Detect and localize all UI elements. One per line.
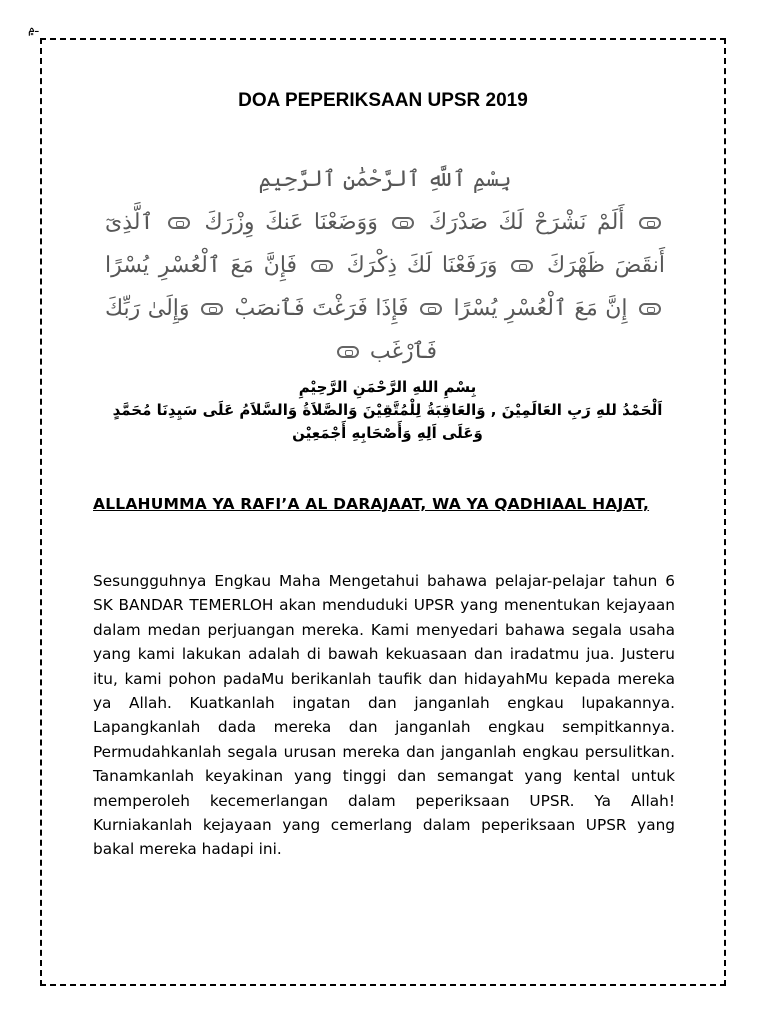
quran-verse: فَإِذَا فَرَغْتَ فَٱنصَبْ bbox=[234, 296, 409, 321]
ayah-end-icon bbox=[511, 260, 533, 272]
quran-verses bbox=[105, 201, 665, 373]
quran-verse: وَإِلَىٰ رَبِّكَ فَٱرْغَب bbox=[105, 296, 438, 364]
prayer-body-text: Sesungguhnya Engkau Maha Mengetahui bahawa pelajar-pelajar tahun 6 SK BANDAR TEMERLOH akan menduduki UPSR yang menentukan kejayaan dalam medan perjuangan mereka. Kami menyedari bahawa segala usaha yang kami lakukan adalah di bawah kekuasaan dan iradatmu jua. Justeru itu, kami pohon padaMu berikanlah taufik dan hidayahMu kepada mereka ya Allah. Kuatkanlah ingatan dan janganlah engkau lupakannya. Lapangkanlah dada mereka dan janganlah engkau sempitkannya. Permudahkanlah segala urusan mereka dan janganlah engkau persulitkan. Tanamkanlah keyakinan yang tinggi dan semangat yang kental untuk memperoleh kecemerlangan dalam peperiksaan UPSR. Ya Allah! Kurniakanlah kejayaan yang cemerlang dalam peperiksaan UPSR yang bakal mereka hadapi ini. bbox=[93, 572, 675, 859]
quran-verse: وَرَفَعْنَا لَكَ ذِكْرَكَ bbox=[346, 253, 498, 278]
dua-basmala: بِسْمِ اللهِ الرَّحْمَنِ الرَّحِيْمِ bbox=[298, 378, 477, 396]
opening-dua bbox=[95, 376, 680, 445]
ayah-end-icon bbox=[311, 260, 333, 272]
ayah-end-icon bbox=[420, 303, 442, 315]
quran-verse: أَلَمْ نَشْرَحْ لَكَ صَدْرَكَ bbox=[428, 210, 625, 235]
quran-verse: فَإِنَّ مَعَ ٱلْعُسْرِ يُسْرًا bbox=[105, 253, 298, 278]
ayah-end-icon bbox=[168, 217, 190, 229]
quran-verse: إِنَّ مَعَ ٱلْعُسْرِ يُسْرًا bbox=[453, 296, 628, 321]
ayah-end-icon bbox=[201, 303, 223, 315]
corner-mark: ـ۾ bbox=[28, 21, 39, 35]
dua-line: اَلْحَمْدُ للهِ رَبِ العَالَمِيْنَ , وَالعَاقِبَةُ لِلْمُتَّقِيْنَ وَالصَّلاَةُ وَالسَّلاَمُ عَلَى سَيِدِنَا مُحَمَّدٍ bbox=[112, 401, 663, 419]
dua-line: وَعَلَى اَلِهِ وَأَصْحَابِهِ أَجْمَعِيْن bbox=[292, 424, 483, 442]
quran-verse: وَوَضَعْنَا عَنكَ وِزْرَكَ bbox=[204, 210, 378, 235]
ayah-end-icon bbox=[337, 346, 359, 358]
quran-verse: ٱلَّذِىٓ أَنقَضَ ظَهْرَكَ bbox=[105, 210, 666, 278]
quran-basmala: بِسْمِ ٱللَّهِ ٱلرَّحْمَٰنِ ٱلرَّحِيمِ bbox=[258, 167, 512, 192]
page-title: DOA PEPERIKSAAN UPSR 2019 bbox=[238, 90, 528, 111]
quran-passage-image bbox=[105, 158, 665, 373]
ayah-end-icon bbox=[639, 217, 661, 229]
prayer-heading: ALLAHUMMA YA RAFI’A AL DARAJAAT, WA YA QADHIAAL HAJAT, bbox=[93, 495, 650, 513]
ayah-end-icon bbox=[639, 303, 661, 315]
ayah-end-icon bbox=[392, 217, 414, 229]
